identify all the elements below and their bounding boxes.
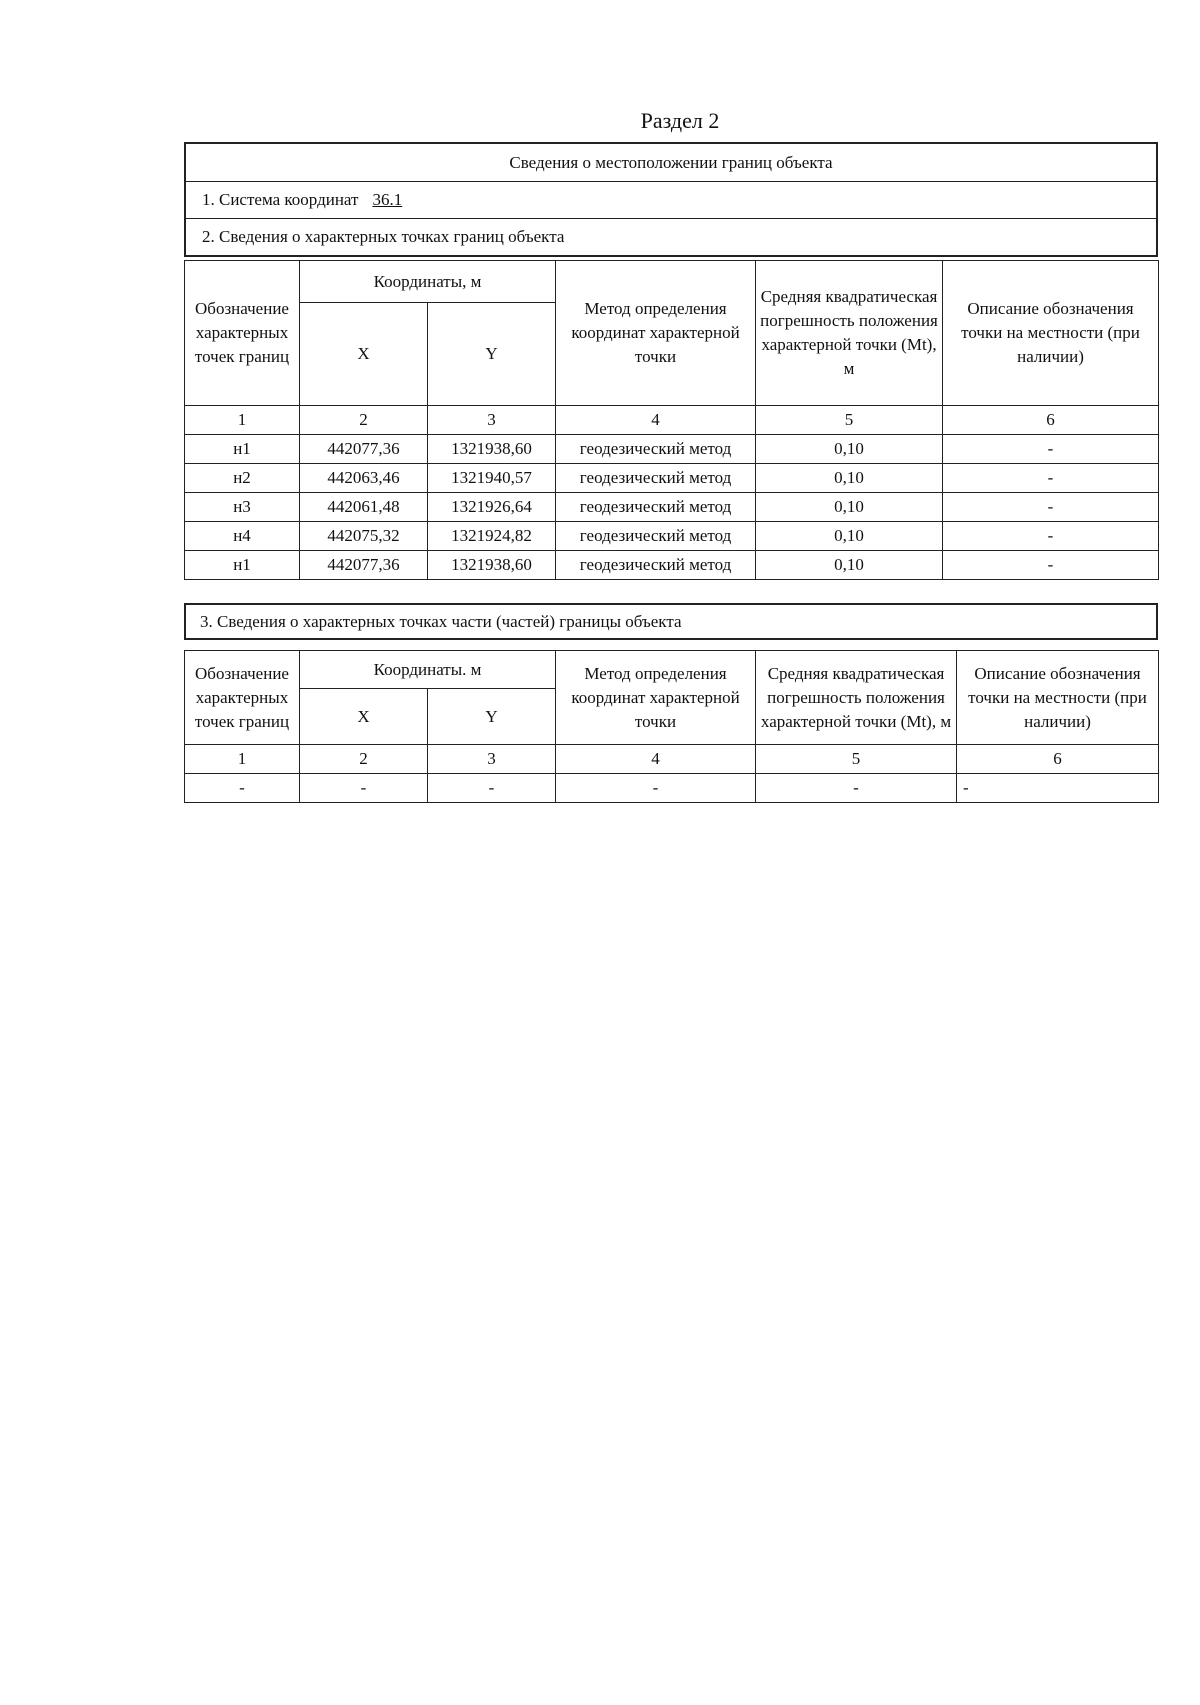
cell-description: - [957,774,1159,803]
cell-y: 1321940,57 [428,464,556,493]
header-y: Y [428,689,556,745]
column-numbers-row [185,745,1159,774]
header-designation: Обозначение характерных точек границ [185,651,300,745]
cell-description: - [943,493,1159,522]
column-number: 2 [300,745,428,774]
cell-y: 1321938,60 [428,551,556,580]
cell-description: - [943,522,1159,551]
column-number: 6 [957,745,1159,774]
cell-y: 1321924,82 [428,522,556,551]
cell-method: - [556,774,756,803]
coord-system-label: 1. Система координат [202,190,359,209]
table-row [185,464,1159,493]
header-method: Метод определения координат характерной точки [556,651,756,745]
cell-x: 442077,36 [300,551,428,580]
column-number: 1 [185,406,300,435]
cell-description: - [943,435,1159,464]
header-y: Y [428,303,556,406]
cell-method: геодезический метод [556,493,756,522]
cell-error: 0,10 [756,551,943,580]
table-row [185,522,1159,551]
column-number: 1 [185,745,300,774]
cell-point: н1 [185,435,300,464]
info-heading-text: Сведения о местоположении границ объекта [509,152,833,172]
cell-point: н4 [185,522,300,551]
cell-error: 0,10 [756,493,943,522]
cell-x: 442077,36 [300,435,428,464]
coord-system-value: 36.1 [372,190,403,209]
header-coordinates: Координаты. м [300,651,556,689]
column-number: 6 [943,406,1159,435]
cell-method: геодезический метод [556,435,756,464]
cell-x: 442061,48 [300,493,428,522]
cell-y: - [428,774,556,803]
coord-system-row [186,181,1156,218]
boundary-points-table [184,260,1159,580]
cell-description: - [943,551,1159,580]
header-method: Метод определения координат характерной точки [556,261,756,406]
cell-point: н1 [185,551,300,580]
cell-method: геодезический метод [556,551,756,580]
column-number: 2 [300,406,428,435]
table-row [185,435,1159,464]
table-row [185,493,1159,522]
column-number: 5 [756,745,957,774]
cell-x: 442075,32 [300,522,428,551]
header-x: X [300,303,428,406]
header-x: X [300,689,428,745]
cell-x: - [300,774,428,803]
cell-method: геодезический метод [556,522,756,551]
cell-y: 1321938,60 [428,435,556,464]
cell-error: 0,10 [756,435,943,464]
header-coordinates: Координаты, м [300,261,556,303]
header-error: Средняя квадратическая погрешность положения характерной точки (Mt), м [756,261,943,406]
cell-error: - [756,774,957,803]
cell-method: геодезический метод [556,464,756,493]
table-row [185,774,1159,803]
cell-y: 1321926,64 [428,493,556,522]
page-title: Раздел 2 [640,108,720,133]
cell-point: н2 [185,464,300,493]
column-number: 4 [556,406,756,435]
column-number: 4 [556,745,756,774]
cell-error: 0,10 [756,464,943,493]
part-points-heading-text: 3. Сведения о характерных точках части (частей) границы объекта [200,611,682,631]
header-description: Описание обозначения точки на местности (при наличии) [957,651,1159,745]
cell-point: - [185,774,300,803]
header-description: Описание обозначения точки на местности (при наличии) [943,261,1159,406]
part-points-table [184,650,1159,803]
cell-x: 442063,46 [300,464,428,493]
header-error: Средняя квадратическая погрешность положения характерной точки (Mt), м [756,651,957,745]
cell-error: 0,10 [756,522,943,551]
table-row [185,551,1159,580]
column-number: 5 [756,406,943,435]
part-points-heading [184,603,1158,640]
cell-description: - [943,464,1159,493]
cell-point: н3 [185,493,300,522]
column-numbers-row [185,406,1159,435]
header-designation: Обозначение характерных точек границ [185,261,300,406]
points-heading-row [186,218,1156,255]
column-number: 3 [428,406,556,435]
object-info-box [184,142,1158,257]
column-number: 3 [428,745,556,774]
points-heading-text: 2. Сведения о характерных точках границ объекта [202,227,565,246]
info-heading [186,144,1156,181]
